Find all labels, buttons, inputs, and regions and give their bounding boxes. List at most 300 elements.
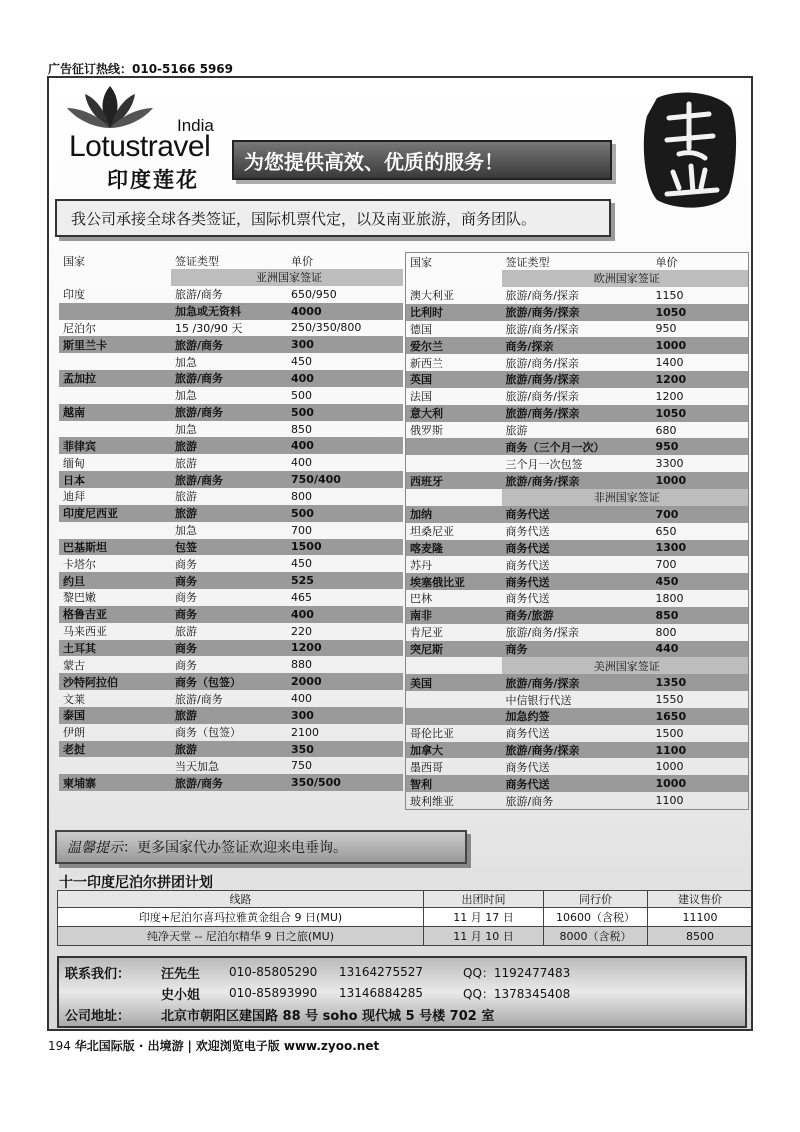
table-row [406,775,749,792]
contact-name: 史小姐 [161,987,201,1003]
intro-box: 我公司承接全球各类签证，国际机票代定，以及南亚旅游，商务团队。 [55,199,611,237]
visa-type-cell: 商务/旅游 [502,607,652,624]
visa-type-cell: 加急 [175,524,197,538]
contact-row [59,984,570,1002]
price-cell: 750 [291,759,312,773]
col-type-header: 签证类型 [175,254,219,268]
publication-name: 华北国际版 · 出境游 [74,1039,184,1053]
logo-brand: Lotustravel [69,130,211,163]
col-price-header: 单价 [291,254,313,268]
table-row [59,404,403,421]
visa-type-cell: 商务代送 [502,540,652,557]
country-cell: 卡塔尔 [63,557,96,571]
price-cell: 680 [655,423,677,437]
price-cell: 1150 [655,288,684,302]
table-row [406,287,749,304]
country-cell: 约旦 [59,572,171,589]
visa-type-cell: 商务（三个月一次） [502,438,652,455]
table-row [59,505,403,522]
price-cell: 300 [287,707,403,724]
country-cell: 喀麦隆 [406,540,502,557]
visa-type-cell: 旅游/商务/探亲 [502,742,652,759]
retail-price-cell: 11100 [648,908,753,927]
table-row [406,674,749,691]
price-cell: 2000 [287,673,403,690]
table-row [59,690,403,707]
visa-type-cell: 加急或无资料 [171,303,287,320]
price-cell: 440 [652,641,749,658]
table-row [406,556,749,573]
lotus-icon [65,84,155,134]
price-cell: 2100 [291,725,319,739]
table-row [59,286,403,303]
section-title: 欧洲国家签证 [502,270,749,287]
country-cell [59,387,171,404]
table-row [406,472,749,489]
visa-type-cell: 包签 [171,539,287,556]
table-row [406,405,749,422]
country-cell: 土耳其 [59,640,171,657]
country-cell: 日本 [59,471,171,488]
country-cell: 突尼斯 [406,641,502,658]
visa-type-cell: 中信银行代送 [505,693,572,707]
page-footer [48,1037,379,1054]
country-cell: 南非 [406,607,502,624]
price-cell: 220 [291,624,312,638]
country-cell: 埃塞俄比亚 [406,573,502,590]
visa-type-cell: 商务 [171,606,287,623]
country-cell: 缅甸 [63,456,85,470]
visa-type-cell: 商务 [175,591,197,605]
table-row [59,774,403,791]
table-row [406,725,749,742]
country-cell: 斯里兰卡 [59,336,171,353]
visa-type-cell: 旅游/商务 [175,288,223,302]
visa-type-cell: 加急 [175,423,197,437]
country-cell: 伊朗 [63,726,85,740]
visa-type-cell: 旅游/商务/探亲 [502,371,652,388]
table-row [406,321,749,338]
table-row [59,606,403,623]
country-cell [406,455,502,472]
price-cell: 750/400 [287,471,403,488]
country-cell: 坦桑尼亚 [410,525,454,539]
contact-name: 汪先生 [161,966,201,982]
visa-type-cell: 加急 [175,389,197,403]
price-cell: 800 [291,489,312,503]
table-row [406,304,749,321]
price-cell: 1000 [652,337,749,354]
footer-website: 欢迎浏览电子版 www.zyoo.net [195,1039,380,1053]
country-cell: 加纳 [406,506,502,523]
country-cell: 意大利 [406,405,502,422]
country-cell: 美国 [406,674,502,691]
price-cell: 465 [291,590,312,604]
group-tour-table [57,890,753,946]
price-cell: 850 [652,607,749,624]
section-header-row [406,489,749,506]
country-cell: 英国 [406,371,502,388]
visa-type-cell: 商务 [502,641,652,658]
price-cell: 1650 [652,708,749,725]
visa-type-cell: 商务代送 [505,592,550,606]
table-row [58,908,753,927]
country-cell: 苏丹 [410,558,432,572]
price-cell: 800 [655,625,677,639]
tip-label: 温馨提示 [67,840,123,856]
visa-type-cell: 旅游 [171,437,287,454]
price-cell: 950 [655,322,677,336]
price-cell: 400 [287,437,403,454]
table-row [59,741,403,758]
price-cell: 500 [287,505,403,522]
country-cell: 黎巴嫩 [63,591,96,605]
visa-type-cell: 加急约签 [502,708,652,725]
visa-type-cell: 旅游/商务/探亲 [505,626,579,640]
price-cell: 1100 [652,742,749,759]
price-cell: 1000 [652,775,749,792]
price-cell: 1500 [655,726,684,740]
price-cell: 250/350/800 [291,321,362,335]
price-cell: 700 [291,523,312,537]
date-cell: 11 月 17 日 [424,908,544,927]
country-cell: 蒙古 [63,658,85,672]
country-cell: 法国 [410,390,432,404]
visa-type-cell: 旅游/商务/探亲 [502,472,652,489]
section-title: 非洲国家签证 [502,489,749,506]
country-cell: 印度 [63,288,85,302]
visa-type-cell: 旅游 [171,707,287,724]
table-row [59,387,403,404]
price-cell: 1200 [655,389,684,403]
visa-type-cell: 商务代送 [505,760,550,774]
table-row [406,758,749,775]
table-row [59,353,403,370]
table-row [59,522,403,539]
visa-type-cell: 旅游/商务 [171,370,287,387]
visa-type-cell: 旅游/商务 [175,692,223,706]
country-cell: 泰国 [59,707,171,724]
table-row [406,742,749,759]
retail-price-cell: 8500 [648,927,753,946]
visa-type-cell: 旅游/商务/探亲 [505,289,579,303]
table-row [406,691,749,708]
table-row [406,641,749,658]
price-cell: 1300 [652,540,749,557]
visa-type-cell: 当天加急 [175,759,219,773]
country-cell: 德国 [410,322,432,336]
price-cell: 950 [652,438,749,455]
lotustravel-logo [61,84,261,194]
table-row [406,624,749,641]
price-cell: 650/950 [291,287,337,301]
price-cell: 350 [287,741,403,758]
visa-type-cell: 旅游 [175,625,197,639]
table-row [59,640,403,657]
price-cell: 1050 [652,304,749,321]
table-row [59,471,403,488]
col-price-header: 单价 [655,255,678,269]
contact-phone: 010-85893990 [229,986,318,1000]
calligraphy-seal-icon [639,88,739,213]
visa-type-cell: 商务（包签） [171,673,287,690]
table-row [406,337,749,354]
price-cell: 450 [652,573,749,590]
visa-type-cell: 旅游/商务/探亲 [505,390,579,404]
world-visa-table [405,252,749,810]
visa-type-cell: 商务 [175,557,197,571]
visa-type-cell: 商务代送 [502,506,652,523]
contact-qq: QQ：1192477483 [463,965,571,980]
table-row [406,540,749,557]
country-cell: 格鲁吉亚 [59,606,171,623]
table-row [59,707,403,724]
visa-type-cell: 商务 [171,572,287,589]
price-cell: 400 [291,456,312,470]
price-cell: 1100 [655,794,684,808]
table-row [59,724,403,741]
table-row [59,539,403,556]
country-cell: 比利时 [406,304,502,321]
country-cell: 澳大利亚 [410,289,454,303]
table-row [59,303,403,320]
visa-type-cell: 旅游/商务 [171,336,287,353]
country-cell: 爱尔兰 [406,337,502,354]
visa-type-cell: 15 /30/90 天 [175,321,243,335]
price-cell: 1800 [655,591,684,605]
tip-text: ：更多国家代办签证欢迎来电垂询。 [123,840,347,856]
country-cell [406,691,502,708]
country-cell [406,708,502,725]
table-row [59,488,403,505]
price-cell: 1000 [652,472,749,489]
price-cell: 400 [291,692,312,706]
logo-chinese-name: 印度莲花 [107,168,199,192]
table-row [406,708,749,725]
country-cell: 新西兰 [410,356,443,370]
visa-type-cell: 商务代送 [502,573,652,590]
visa-type-cell: 商务 [175,658,197,672]
table-row [406,438,749,455]
visa-type-cell: 旅游/商务/探亲 [502,405,652,422]
contact-mobile: 13146884285 [339,986,423,1000]
section-header-row [406,270,749,287]
country-cell: 老挝 [59,741,171,758]
country-cell: 巴林 [410,592,432,606]
visa-type-cell: 旅游 [175,456,197,470]
price-cell: 1000 [655,760,684,774]
country-cell: 玻利维亚 [410,794,454,808]
country-cell [59,421,171,438]
price-cell: 4000 [287,303,403,320]
visa-type-cell: 旅游/商务/探亲 [502,304,652,321]
country-cell: 文莱 [63,692,85,706]
price-cell: 1200 [652,371,749,388]
trade-price-cell: 10600（含税） [544,908,648,927]
price-cell: 880 [291,658,312,672]
table-row [59,320,403,337]
date-header: 出团时间 [424,891,544,908]
table-row [406,607,749,624]
price-cell: 400 [287,606,403,623]
country-cell: 巴基斯坦 [59,539,171,556]
price-cell: 525 [287,572,403,589]
footer-separator: | [187,1039,192,1053]
address-text: 北京市朝阳区建国路 88 号 soho 现代城 5 号楼 702 室 [161,1008,495,1024]
country-cell: 菲律宾 [59,437,171,454]
table-row [406,371,749,388]
country-cell [59,353,171,370]
country-cell: 马来西亚 [63,625,107,639]
table-row [406,573,749,590]
asia-visa-table [59,252,403,791]
page-number: 194 [48,1039,71,1053]
ad-frame [47,76,753,1031]
table-row [59,336,403,353]
price-cell: 450 [291,355,312,369]
price-cell: 500 [291,388,312,402]
visa-type-cell: 旅游/商务/探亲 [505,356,579,370]
country-cell: 尼泊尔 [63,321,96,335]
visa-type-cell: 旅游 [171,505,287,522]
price-cell: 450 [291,557,312,571]
table-row [406,523,749,540]
country-cell: 迪拜 [63,490,85,504]
contact-mobile: 13164275527 [339,965,423,979]
price-cell: 3300 [655,457,684,471]
trade-price-cell: 8000（含税） [544,927,648,946]
col-country-header: 国家 [410,255,432,269]
country-cell: 墨西哥 [410,760,443,774]
contact-row [59,963,570,981]
country-cell: 哥伦比亚 [410,727,454,741]
table-row [59,589,403,606]
table-row [59,656,403,673]
table-row [59,454,403,471]
price-cell: 300 [287,336,403,353]
col-type-header: 签证类型 [505,255,550,269]
country-cell: 加拿大 [406,742,502,759]
table-row [59,673,403,690]
country-cell [59,522,171,539]
warm-tip-box [55,830,467,864]
visa-type-cell: 商务代送 [505,525,550,539]
country-cell: 越南 [59,404,171,421]
price-cell: 1400 [655,356,684,370]
section-title: 亚洲国家签证 [171,269,403,286]
price-cell: 850 [291,422,312,436]
ad-hotline: 广告征订热线：010-5166 5969 [48,62,234,76]
date-cell: 11 月 10 日 [424,927,544,946]
group-tour-title: 十一印度尼泊尔拼团计划 [59,875,213,891]
price-cell: 1200 [287,640,403,657]
price-cell: 1550 [655,693,684,707]
country-cell [59,303,171,320]
table-row [59,370,403,387]
table-row [406,422,749,439]
table-row [59,437,403,454]
table-row [58,927,753,946]
section-header-row [406,657,749,674]
table-row [406,792,749,809]
table-row [59,572,403,589]
logo-india: India [177,116,214,135]
address-label: 公司地址： [65,1008,131,1024]
table-row [406,354,749,371]
price-cell: 700 [652,506,749,523]
price-cell: 1050 [652,405,749,422]
price-cell: 1500 [287,539,403,556]
visa-type-cell: 商务（包签） [175,726,241,740]
section-title: 美洲国家签证 [502,657,749,674]
price-cell: 350/500 [287,774,403,791]
country-cell: 沙特阿拉伯 [59,673,171,690]
country-cell: 柬埔寨 [59,774,171,791]
contact-phone: 010-85805290 [229,965,318,979]
table-row [59,555,403,572]
table-row [59,421,403,438]
visa-type-cell: 商务代送 [502,775,652,792]
visa-type-cell: 商务代送 [505,558,550,572]
route-cell: 印度+尼泊尔喜玛拉雅黄金组合 9 日(MU) [58,908,424,927]
table-row [59,623,403,640]
visa-type-cell: 三个月一次包签 [505,457,583,471]
visa-type-cell: 旅游 [505,424,528,438]
visa-type-cell: 商务 [171,640,287,657]
country-cell: 西班牙 [406,472,502,489]
country-cell: 孟加拉 [59,370,171,387]
price-cell: 400 [287,370,403,387]
contact-label: 联系我们： [65,966,131,982]
country-cell [59,757,171,774]
price-cell: 1350 [652,674,749,691]
contact-qq: QQ：1378345408 [463,986,571,1001]
visa-type-cell: 商务/探亲 [502,337,652,354]
table-row [406,590,749,607]
visa-type-cell: 商务代送 [505,727,550,741]
country-cell: 印度尼西亚 [59,505,171,522]
price-cell: 650 [655,524,677,538]
contact-box [57,956,747,1028]
country-cell: 俄罗斯 [410,424,443,438]
visa-type-cell: 旅游 [171,741,287,758]
visa-type-cell: 旅游/商务 [171,404,287,421]
price-cell: 700 [655,558,677,572]
address-row [59,1005,494,1023]
table-row [59,757,403,774]
visa-type-cell: 旅游/商务 [171,774,287,791]
table-row [406,455,749,472]
visa-type-cell: 加急 [175,355,197,369]
service-banner: 为您提供高效、优质的服务！ [232,140,612,180]
visa-type-cell: 旅游/商务 [171,471,287,488]
retail-price-header: 建议售价 [648,891,753,908]
section-header-row [59,269,403,286]
col-country-header: 国家 [63,254,85,268]
visa-type-cell: 旅游/商务 [505,794,554,808]
table-row [406,388,749,405]
country-cell: 肯尼亚 [410,626,443,640]
country-cell: 智利 [406,775,502,792]
visa-type-cell: 旅游 [175,490,197,504]
visa-type-cell: 旅游/商务/探亲 [502,674,652,691]
route-cell: 纯净天堂 -- 尼泊尔精华 9 日之旅(MU) [58,927,424,946]
visa-type-cell: 旅游/商务/探亲 [505,322,579,336]
country-cell [406,438,502,455]
price-cell: 500 [287,404,403,421]
trade-price-header: 同行价 [544,891,648,908]
table-row [406,506,749,523]
